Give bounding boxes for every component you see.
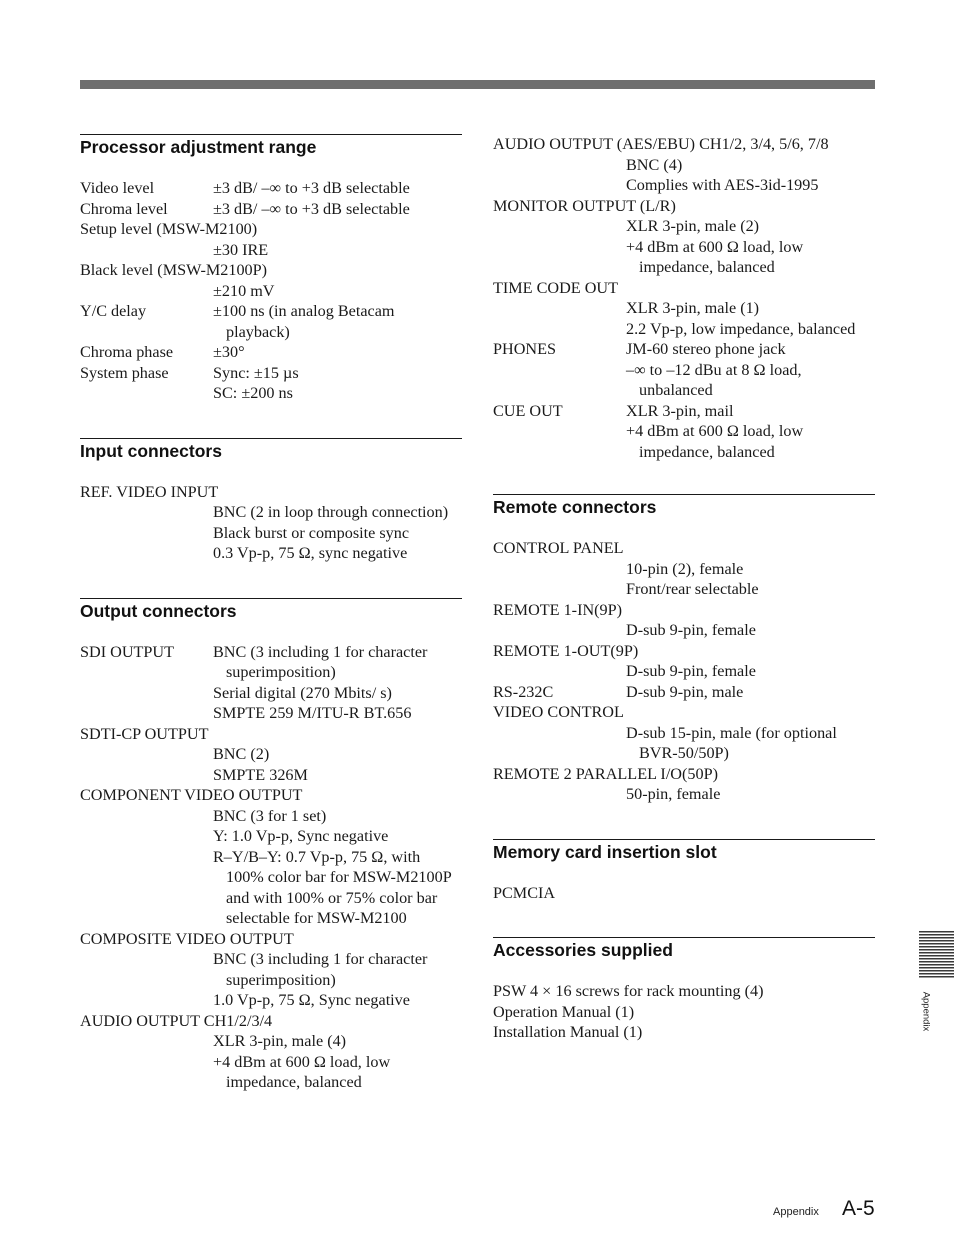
section-processor-adjustment-range bbox=[80, 134, 462, 404]
spec-row-system-phase bbox=[80, 363, 462, 404]
spec-label: REMOTE 1-IN(9P) bbox=[493, 600, 623, 619]
section-body bbox=[80, 178, 462, 404]
spec-value: Y: 1.0 Vp-p, Sync negative bbox=[213, 827, 389, 845]
spec-label: CONTROL PANEL bbox=[493, 539, 624, 557]
spec-row-chroma-phase bbox=[80, 342, 462, 363]
spec-value: 0.3 Vp-p, 75 Ω, sync negative bbox=[213, 544, 408, 562]
spec-row-cue-out bbox=[493, 401, 875, 463]
section-memory-card-insertion-slot bbox=[493, 839, 875, 904]
spec-row-video-level bbox=[80, 178, 462, 199]
spec-values bbox=[213, 199, 462, 220]
spec-value: BNC (2) bbox=[213, 745, 270, 763]
spec-row-sdi-output bbox=[80, 642, 462, 724]
spec-row-sdti-cp-output bbox=[80, 724, 462, 786]
spec-value: ±100 ns (in analog Betacam playback) bbox=[213, 302, 395, 341]
spec-values bbox=[626, 298, 875, 339]
spec-row-monitor-output-l-r bbox=[493, 196, 875, 278]
spec-value: –∞ to –12 dBu at 8 Ω load, unbalanced bbox=[626, 360, 802, 399]
spec-row-chroma-level bbox=[80, 199, 462, 220]
spec-value: XLR 3-pin, male (1) bbox=[626, 299, 760, 317]
left-column bbox=[80, 134, 462, 1127]
spec-values bbox=[626, 401, 875, 463]
spec-label: SDTI-CP OUTPUT bbox=[80, 724, 209, 743]
spec-label: RS-232C bbox=[493, 682, 554, 701]
spec-value: D-sub 15-pin, male (for optional BVR-50/50P) bbox=[626, 723, 837, 762]
spec-value: BNC (2 in loop through connection) bbox=[213, 503, 449, 521]
section-body bbox=[493, 538, 875, 805]
spec-row-remote-1-out-9p bbox=[493, 641, 875, 682]
spec-value: XLR 3-pin, mail bbox=[626, 401, 734, 420]
spec-row-time-code-out bbox=[493, 278, 875, 340]
audio-output-specs bbox=[493, 134, 875, 462]
section-heading: Remote connectors bbox=[493, 497, 657, 517]
spec-label: COMPONENT VIDEO OUTPUT bbox=[80, 786, 303, 804]
spec-values bbox=[213, 502, 462, 564]
spec-value: 1.0 Vp-p, 75 Ω, Sync negative bbox=[213, 991, 410, 1009]
spec-row-remote-2-parallel-i-o-50p bbox=[493, 764, 875, 805]
spec-label: REMOTE 1-OUT(9P) bbox=[493, 641, 639, 660]
spec-values bbox=[626, 682, 875, 703]
footer-section-label: Appendix bbox=[773, 1206, 819, 1218]
spec-value: +4 dBm at 600 Ω load, low impedance, balanced bbox=[626, 237, 804, 276]
spec-label: MONITOR OUTPUT (L/R) bbox=[493, 196, 676, 215]
spec-label: AUDIO OUTPUT (AES/EBU) CH1/2, 3/4, 5/6, 7/8 bbox=[493, 135, 829, 153]
spec-value: +4 dBm at 600 Ω load, low impedance, balanced bbox=[213, 1052, 391, 1091]
spec-value: XLR 3-pin, male (4) bbox=[213, 1032, 347, 1050]
spec-row-audio-output-ch1-2-3-4 bbox=[80, 1011, 462, 1093]
section-body bbox=[493, 883, 875, 904]
spec-label: COMPOSITE VIDEO OUTPUT bbox=[80, 929, 294, 948]
section-input-connectors bbox=[80, 438, 462, 564]
spec-value: SMPTE 259 M/ITU-R BT.656 bbox=[213, 704, 412, 722]
spec-label: Black level (MSW-M2100P) bbox=[80, 261, 268, 279]
spec-label: Chroma phase bbox=[80, 343, 174, 361]
spec-label: Setup level (MSW-M2100) bbox=[80, 220, 258, 238]
spec-label: AUDIO OUTPUT CH1/2/3/4 bbox=[80, 1011, 273, 1030]
spec-values bbox=[213, 806, 462, 929]
section-body bbox=[80, 482, 462, 564]
spec-value: Front/rear selectable bbox=[626, 580, 759, 598]
section-heading: Output connectors bbox=[80, 600, 237, 621]
spec-value: BNC (3 including 1 for character superimposition) bbox=[213, 642, 428, 681]
spec-values bbox=[213, 240, 462, 261]
spec-row-ref-video-input bbox=[80, 482, 462, 564]
spec-row-y-c-delay bbox=[80, 301, 462, 342]
section-heading: Accessories supplied bbox=[493, 940, 673, 960]
spec-value: ±30° bbox=[213, 343, 245, 361]
spec-value: ±3 dB/ –∞ to +3 dB selectable bbox=[213, 179, 410, 197]
spec-label: Chroma level bbox=[80, 199, 168, 218]
spec-values bbox=[213, 342, 462, 363]
section-heading: Processor adjustment range bbox=[80, 137, 317, 157]
section-body bbox=[493, 981, 875, 1043]
section-output-connectors bbox=[80, 598, 462, 1093]
spec-value: BNC (3 including 1 for character superimposition) bbox=[213, 950, 428, 989]
spec-value: Complies with AES-3id-1995 bbox=[626, 176, 819, 194]
spec-value: ±30 IRE bbox=[213, 240, 269, 259]
spec-row-black-level-msw-m2100p bbox=[80, 260, 462, 301]
spec-value: 10-pin (2), female bbox=[626, 559, 744, 578]
spec-label: Y/C delay bbox=[80, 302, 147, 320]
spec-value: +4 dBm at 600 Ω load, low impedance, balanced bbox=[626, 422, 804, 461]
spec-label: PHONES bbox=[493, 340, 556, 358]
spec-label: TIME CODE OUT bbox=[493, 278, 618, 297]
spec-values bbox=[626, 620, 875, 641]
spec-row-video-control bbox=[493, 702, 875, 764]
spec-label: System phase bbox=[80, 363, 169, 382]
spec-values bbox=[213, 281, 462, 302]
spec-value: Serial digital (270 Mbits/ s) bbox=[213, 683, 392, 702]
spec-label: REMOTE 2 PARALLEL I/O(50P) bbox=[493, 764, 718, 783]
spec-values bbox=[213, 178, 462, 199]
spec-values bbox=[626, 155, 875, 196]
spec-values bbox=[213, 642, 462, 724]
spec-value: R–Y/B–Y: 0.7 Vp-p, 75 Ω, with 100% color bar for MSW-M2100P and with 100% or 75% color bar selectable for MSW-M2100 bbox=[213, 847, 452, 927]
spec-values bbox=[626, 559, 875, 600]
spec-value: SMPTE 326M bbox=[213, 765, 308, 784]
section-remote-connectors bbox=[493, 494, 875, 805]
spec-values bbox=[213, 949, 462, 1011]
spec-values bbox=[626, 661, 875, 682]
spec-row-control-panel bbox=[493, 538, 875, 600]
spec-value: ±210 mV bbox=[213, 281, 275, 300]
spec-label: SDI OUTPUT bbox=[80, 642, 174, 661]
right-column bbox=[493, 134, 875, 1077]
spec-row-rs-232c bbox=[493, 682, 875, 703]
spec-value: Sync: ±15 µs bbox=[213, 363, 299, 382]
header-rule bbox=[80, 80, 875, 89]
spec-label: REF. VIDEO INPUT bbox=[80, 482, 219, 501]
section-heading: Memory card insertion slot bbox=[493, 841, 717, 862]
spec-row-phones bbox=[493, 339, 875, 401]
spec-values bbox=[213, 363, 462, 404]
spec-values bbox=[213, 301, 462, 342]
spec-label: CUE OUT bbox=[493, 401, 563, 420]
spec-value: 50-pin, female bbox=[626, 785, 721, 803]
list-item: Operation Manual (1) bbox=[493, 1002, 635, 1021]
spec-values bbox=[626, 339, 875, 401]
spec-value: BNC (4) bbox=[626, 155, 683, 174]
spec-value: D-sub 9-pin, female bbox=[626, 621, 756, 639]
spec-values bbox=[626, 216, 875, 278]
section-accessories-supplied bbox=[493, 937, 875, 1043]
list-item: Installation Manual (1) bbox=[493, 1023, 643, 1041]
spec-values bbox=[213, 744, 462, 785]
spec-value: XLR 3-pin, male (2) bbox=[626, 217, 760, 235]
spec-row-composite-video-output bbox=[80, 929, 462, 1011]
thumb-index-label: Appendix bbox=[920, 991, 932, 1032]
spec-value: D-sub 9-pin, female bbox=[626, 662, 756, 680]
spec-values bbox=[213, 1031, 462, 1093]
thumb-index-tab bbox=[919, 931, 954, 979]
spec-value: D-sub 9-pin, male bbox=[626, 682, 744, 701]
spec-label: Video level bbox=[80, 179, 155, 197]
spec-row-remote-1-in-9p bbox=[493, 600, 875, 641]
spec-value: SC: ±200 ns bbox=[213, 384, 293, 402]
spec-value: JM-60 stereo phone jack bbox=[626, 340, 786, 358]
spec-values bbox=[626, 784, 875, 805]
spec-row-setup-level-msw-m2100 bbox=[80, 219, 462, 260]
page-number: A-5 bbox=[842, 1197, 875, 1220]
spec-values bbox=[626, 723, 875, 764]
spec-value: ±3 dB/ –∞ to +3 dB selectable bbox=[213, 199, 410, 218]
spec-row-component-video-output bbox=[80, 785, 462, 929]
section-heading: Input connectors bbox=[80, 440, 222, 461]
spec-value: 2.2 Vp-p, low impedance, balanced bbox=[626, 319, 856, 338]
spec-label: VIDEO CONTROL bbox=[493, 703, 624, 721]
list-item: PCMCIA bbox=[493, 883, 556, 902]
list-item: PSW 4 × 16 screws for rack mounting (4) bbox=[493, 982, 764, 1000]
spec-row-audio-output-aes-ebu-ch1-2-3-4-5-6-7-8 bbox=[493, 134, 875, 196]
section-body bbox=[80, 642, 462, 1093]
spec-value: Black burst or composite sync bbox=[213, 523, 410, 542]
spec-value: BNC (3 for 1 set) bbox=[213, 806, 327, 825]
